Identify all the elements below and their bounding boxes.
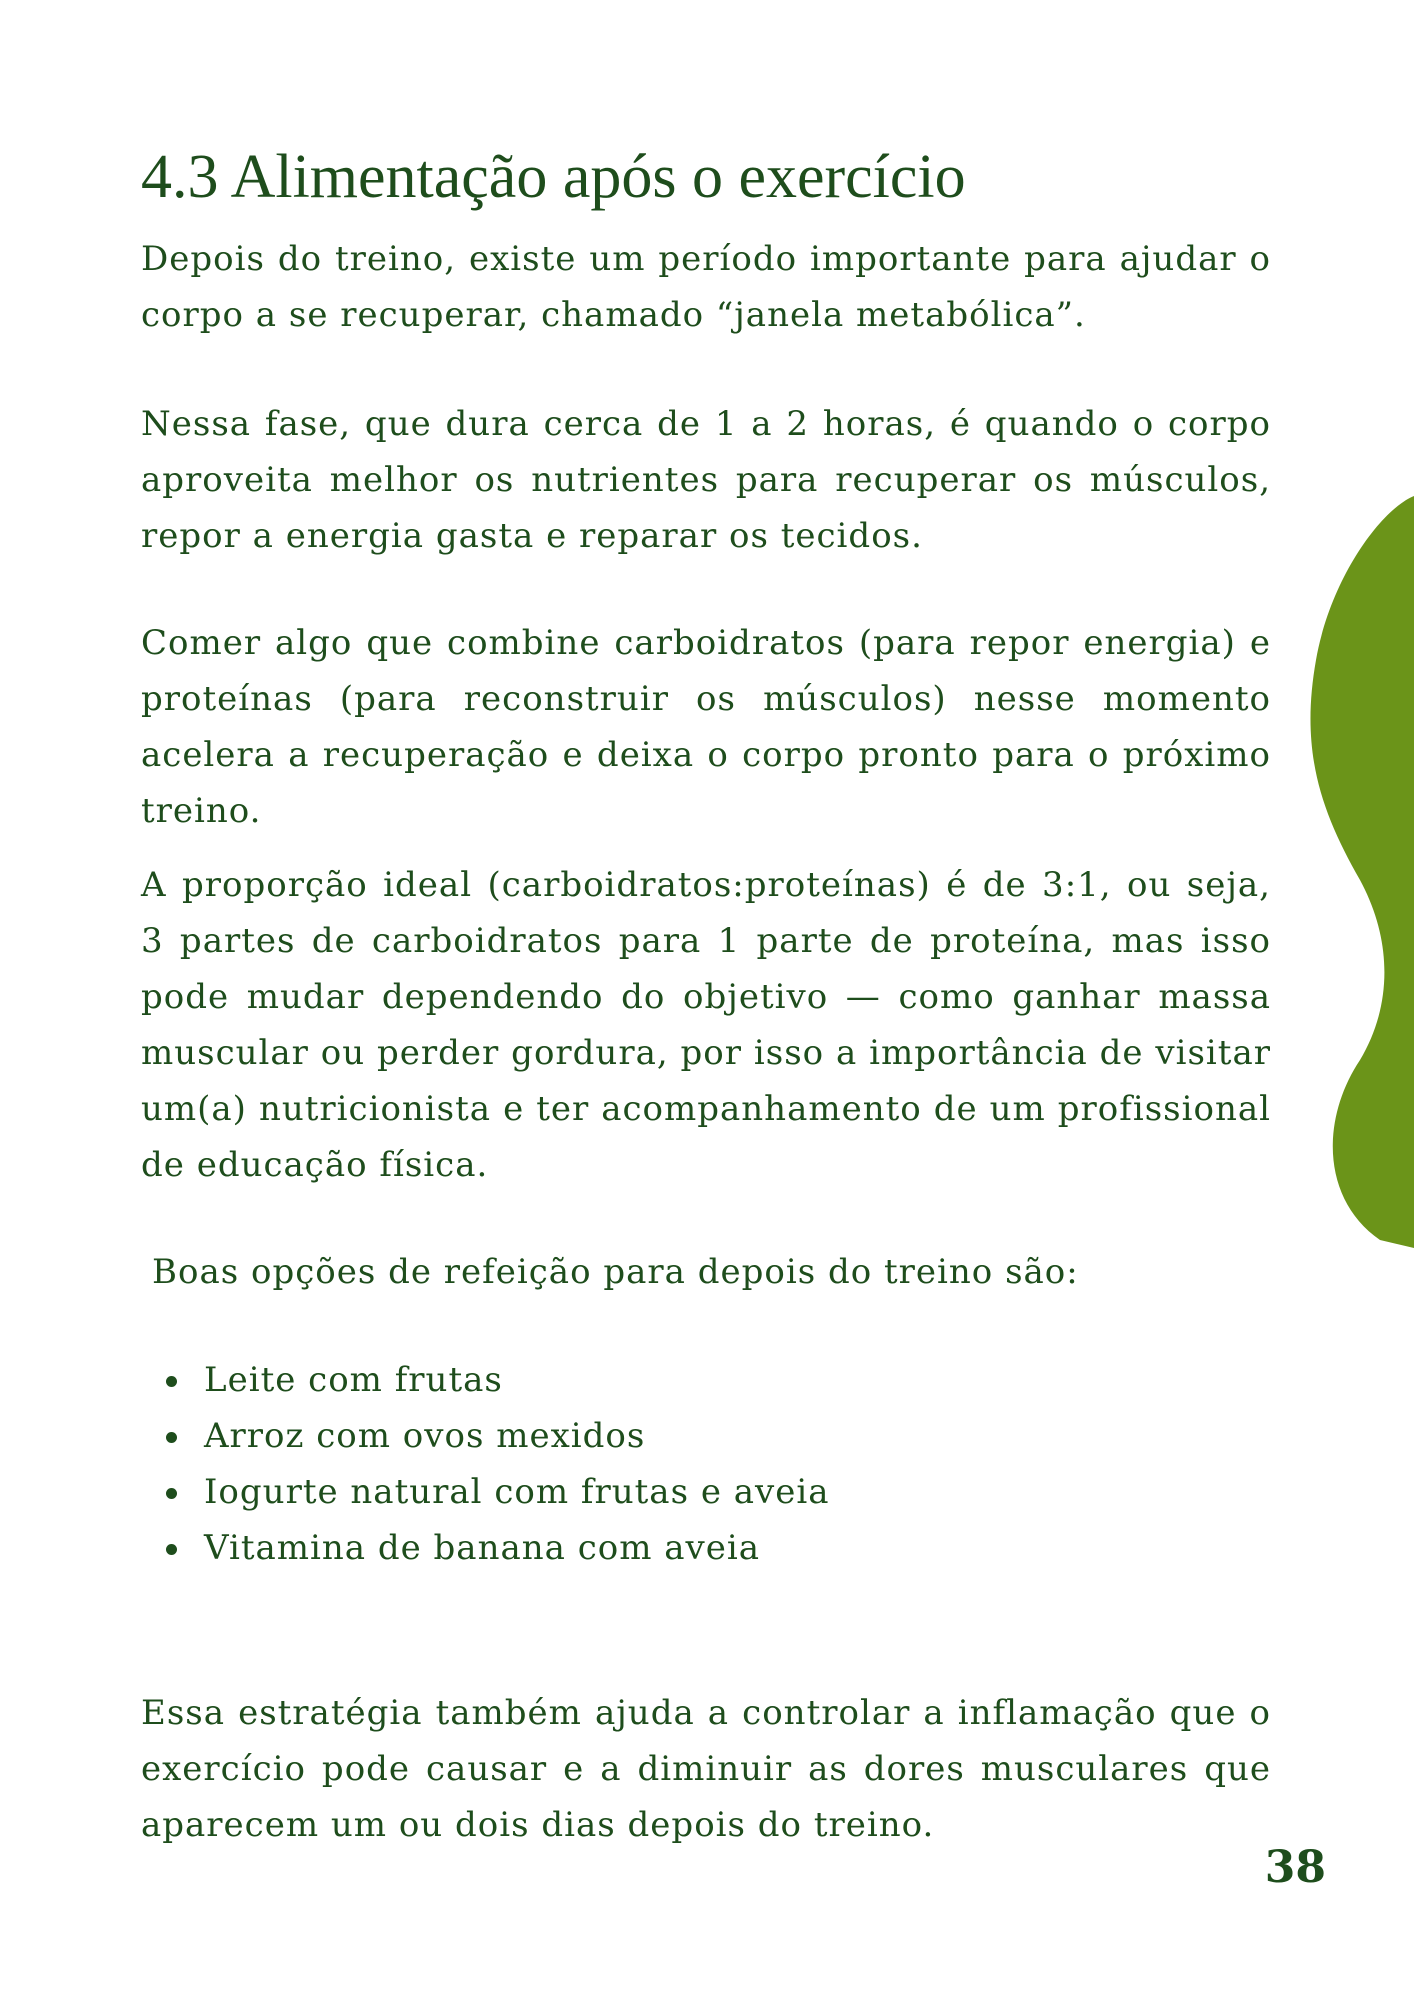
list-item — [160, 1464, 830, 1520]
list-item-label: Iogurte natural com frutas e aveia — [204, 1472, 830, 1512]
list-item — [160, 1408, 830, 1464]
bullet-icon — [166, 1488, 177, 1499]
list-item-label: Vitamina de banana com aveia — [204, 1528, 761, 1568]
meal-options-list — [160, 1352, 830, 1576]
paragraph-estrategia-inflamacao: Essa estratégia também ajuda a controlar a inflamação que o exercício pode causar e a diminuir as dores musculares que aparecem um ou dois dias depois do treino. — [141, 1693, 1271, 1845]
list-item-label: Leite com frutas — [204, 1360, 503, 1400]
paragraph-fase-recuperacao: Nessa fase, que dura cerca de 1 a 2 horas, é quando o corpo aproveita melhor os nutrientes para recuperar os músculos, repor a energia gasta e reparar os tecidos. — [141, 404, 1271, 556]
page-number: 38 — [1264, 1842, 1326, 1893]
paragraph-carboidratos-proteinas: Comer algo que combine carboidratos (para repor energia) e proteínas (para reconstruir os músculos) nesse momento acelera a recuperação e deixa o corpo pronto para o próximo treino. — [141, 623, 1271, 831]
paragraph-janela-metabolica: Depois do treino, existe um período importante para ajudar o corpo a se recuperar, chamado “janela metabólica”. — [141, 239, 1271, 335]
bullet-icon — [166, 1376, 177, 1387]
list-item — [160, 1520, 830, 1576]
list-item-label: Arroz com ovos mexidos — [204, 1416, 646, 1456]
green-wave-shape — [1310, 496, 1414, 1248]
meal-options-intro: Boas opções de refeição para depois do treino são: — [152, 1252, 1079, 1292]
list-item — [160, 1352, 830, 1408]
bullet-icon — [166, 1432, 177, 1443]
paragraph-proporcao-ideal: A proporção ideal (carboidratos:proteínas) é de 3:1, ou seja, 3 partes de carboidratos para 1 parte de proteína, mas isso pode mudar dependendo do objetivo — como ganhar massa muscular ou perder gordura, por isso a importância de visitar um(a) nutricionista e ter acompanhamento de um profissional de educação física. — [141, 865, 1271, 1185]
bullet-icon — [166, 1544, 177, 1555]
page-title: 4.3 Alimentação após o exercício — [141, 143, 966, 211]
